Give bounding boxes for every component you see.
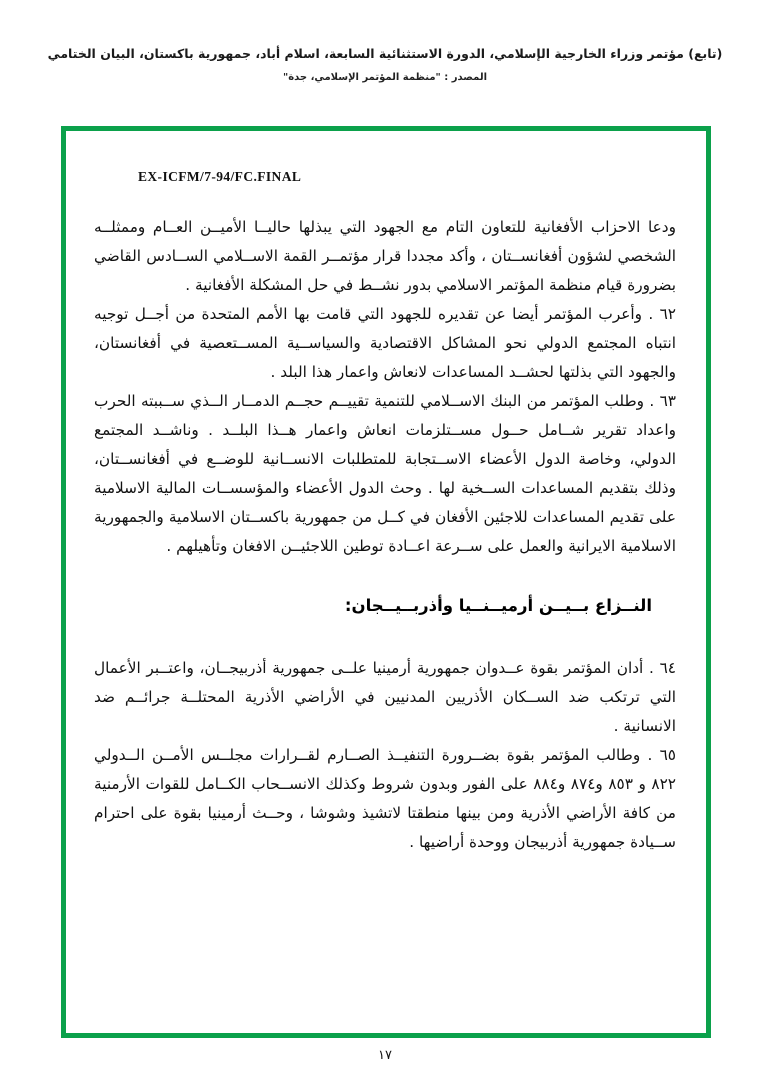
body-paragraph: ٦٤ . أدان المؤتمر بقوة عــدوان جمهورية أرمينيا علــى جمهورية أذربيجــان، واعتــبر الأعمال التي ترتكب ضد الســكان الأذريين المدنيين في الأراضي الأذرية المحتلــة جرائــم ضد الانسانية .	[94, 659, 676, 735]
header-title: (تابع) مؤتمر وزراء الخارجية الإسلامي، الدورة الاستثنائية السابعة، اسلام أباد، جمهورية باكستان، البيان الختامي	[47, 46, 723, 61]
page-number: ١٧	[378, 1048, 392, 1063]
header-source: المصدر : "منظمة المؤتمر الإسلامي، جدة"	[282, 72, 487, 83]
section-heading: النــزاع بــيــن أرميــنــيا وأذربــيــجان:	[344, 596, 652, 615]
body-paragraph: ودعا الاحزاب الأفغانية للتعاون التام مع الجهود التي يبذلها حاليــا الأميــن العــام وممثلــه الشخصي لشؤون أفغانســتان ، وأكد مجددا قرار مؤتمــر القمة الاســلامي الســادس القاضي بضرورة قيام منظمة المؤتمر الاسلامي بدور نشــط في حل المشكلة الأفغانية .	[94, 218, 676, 294]
body-paragraph: ٦٢ . وأعرب المؤتمر أيضا عن تقديره للجهود التي قامت بها الأمم المتحدة من أجــل توجيه انتباه المجتمع الدولي نحو المشاكل الاقتصادية والسياســية المســتعصية في أفغانستان، والجهود التي بذلتها لحشــد المساعدات لانعاش واعمار هذا البلد .	[94, 305, 676, 381]
document-body	[94, 213, 676, 857]
page-header	[0, 46, 770, 83]
document-code: EX-ICFM/7-94/FC.FINAL	[138, 169, 302, 184]
document-frame	[61, 126, 711, 1038]
body-paragraph: ٦٣ . وطلب المؤتمر من البنك الاســلامي للتنمية تقييــم حجــم الدمــار الــذي ســببته الحرب واعداد تقرير شــامل حــول مســتلزمات انعاش واعمار هــذا البلــد . وناشــد المجتمع الدولي، وخاصة الدول الأعضاء الاســتجابة للمتطلبات الانســانية للوضــع في أفغانســتان، وذلك بتقديم المساعدات الســخية لها . وحث الدول الأعضاء والمؤسســات المالية الاسلامية على تقديم المساعدات للاجئين الأفغان في كــل من جمهورية باكســتان الاسلامية والجمهورية الاسلامية الايرانية والعمل على ســرعة اعــادة توطين اللاجئيــن الافغان وتأهيلهم .	[94, 392, 676, 555]
body-paragraph: ٦٥ . وطالب المؤتمر بقوة بضــرورة التنفيــذ الصــارم لقــرارات مجلــس الأمــن الــدولي ٨٢٢ و ٨٥٣ و٨٧٤ و٨٨٤ على الفور وبدون شروط وكذلك الانســحاب الكــامل للقوات الأرمنية من كافة الأراضي الأذرية ومن بينها منطقتا لاتشيذ وشوشا ، وحــث أرمينيا بقوة على احترام ســيادة جمهورية أذربيجان ووحدة أراضيها .	[94, 746, 677, 851]
